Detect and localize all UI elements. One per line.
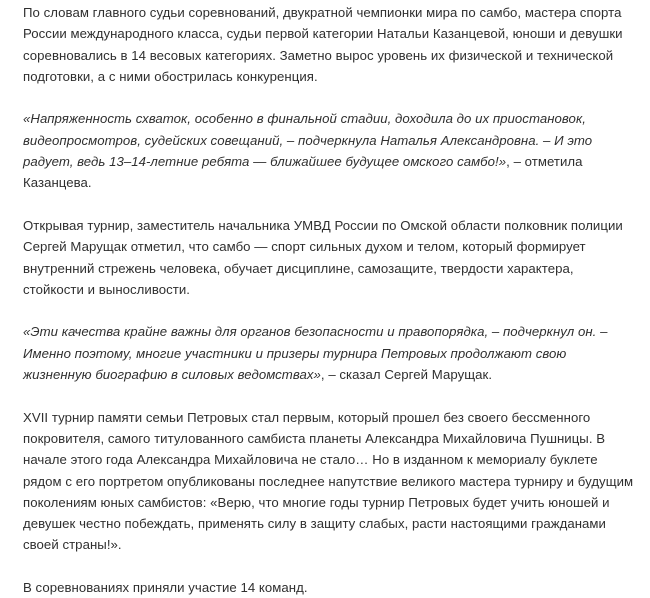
quote-text: «Эти качества крайне важны для органов безопасности и правопорядка, – подчеркнул он. – Именно поэтому, многие участники и призеры турнира Петровых продолжают свою жизненную биографию в силовых ведомствах» [23, 324, 608, 383]
paragraph-opening-speech: Открывая турнир, заместитель начальника УМВД России по Омской области полковник полиции Сергей Марущак отметил, что самбо — спорт сильных духом и телом, который формирует внутренний стрежень человека, обучает дисциплине, самозащите, твердости характера, стойкости и выносливости. [23, 217, 623, 297]
paragraph-memorial-tournament: XVII турнир памяти семьи Петровых стал первым, который прошел без своего бессменного покровителя, самого титулованного самбиста планеты Александра Михайловича Пушницы. В начале этого года Александра Михайловича не стало… Но в изданном к мемориалу буклете рядом с его портретом опубликованы последнее напутствие великого мастера турниру и будущим поколениям юных самбистов: «Верю, что многие годы турнир Петровых будет учить юношей и девушек честно побеждать, применять силу в защиту слабых, расти настоящими гражданами своей страны!». [23, 409, 634, 553]
paragraph-marushchak-quote [23, 321, 636, 385]
quote-attribution: , – отметила Казанцева. [23, 154, 583, 191]
quote-text: «Напряженность схваток, особенно в финальной стадии, доходила до их приостановок, видеопросмотров, судейских совещаний, – подчеркнула Наталья Александровна. – И это радует, ведь 13–14-летние ребята — ближайшее будущее омского самбо!» [23, 111, 593, 170]
paragraph-team-count: В соревнованиях приняли участие 14 команд. [23, 580, 308, 596]
paragraph-judge-statement: По словам главного судьи соревнований, двукратной чемпионки мира по самбо, мастера спорта России международного класса, судьи первой категории Натальи Казанцевой, юноши и девушки соревновались в 14 весовых категориях. Заметно вырос уровень их физической и технической подготовки, а с ними обострилась конкуренция. [23, 5, 623, 84]
paragraph-kazantseva-quote [23, 108, 636, 193]
quote-attribution: , – сказал Сергей Марущак. [320, 367, 493, 383]
